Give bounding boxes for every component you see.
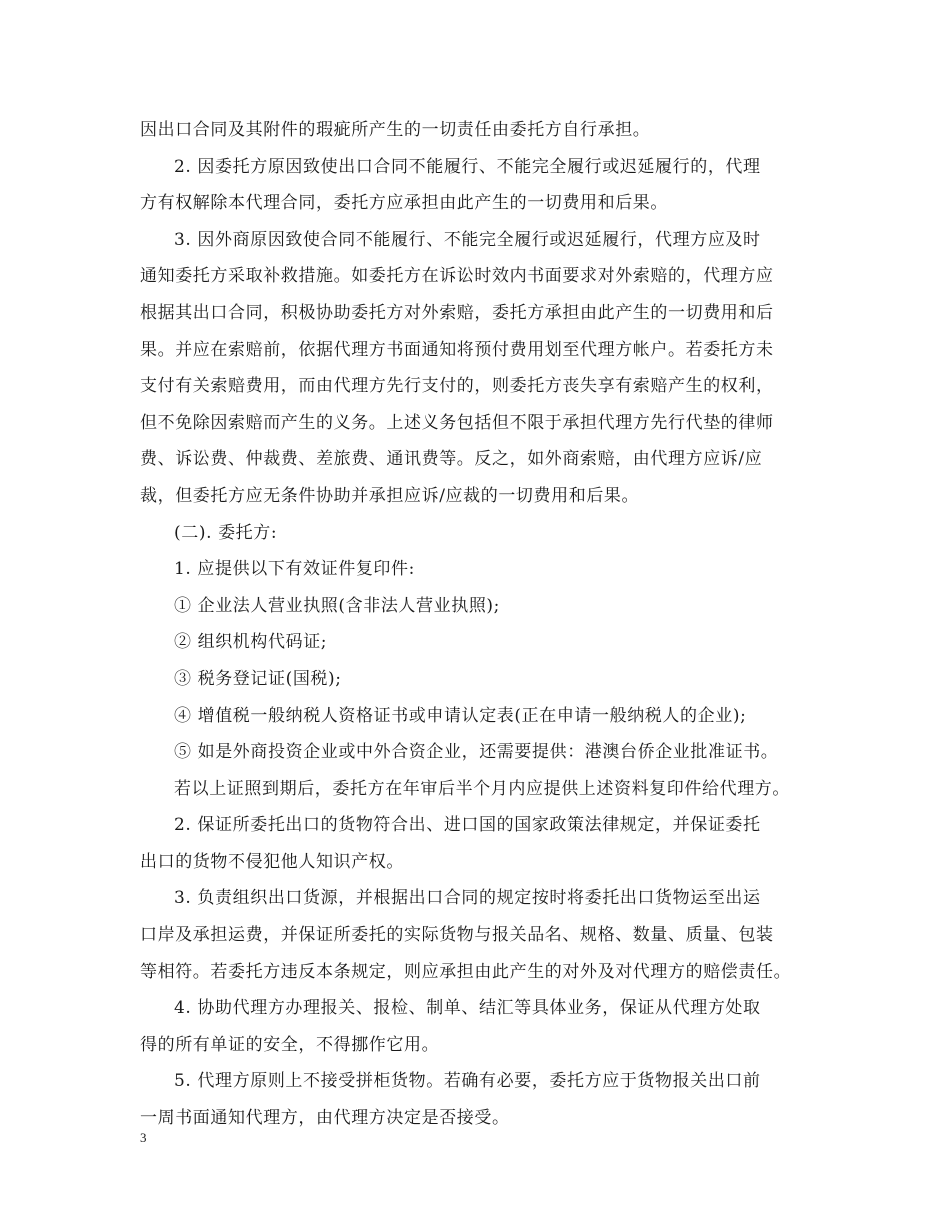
text-line: 但不免除因索赔而产生的义务。上述义务包括但不限于承担代理方先行代垫的律师 bbox=[140, 412, 774, 433]
text-line: ④ 增值税一般纳税人资格证书或申请认定表(正在申请一般纳税人的企业); bbox=[174, 705, 747, 726]
text-line: 裁，但委托方应无条件协助并承担应诉/应裁的一切费用和后果。 bbox=[140, 485, 640, 506]
text-line: 4. 协助代理方办理报关、报检、制单、结汇等具体业务，保证从代理方处取 bbox=[174, 998, 761, 1019]
text-line: ② 组织机构代码证; bbox=[174, 632, 328, 653]
text-line: 3. 因外商原因致使合同不能履行、不能完全履行或迟延履行，代理方应及时 bbox=[174, 229, 761, 250]
text-line: 1. 应提供以下有效证件复印件: bbox=[174, 559, 415, 580]
text-line: (二). 委托方: bbox=[174, 522, 278, 543]
text-line: 通知委托方采取补救措施。如委托方在诉讼时效内书面要求对外索赔的，代理方应 bbox=[140, 266, 774, 287]
text-line: 2. 因委托方原因致使出口合同不能履行、不能完全履行或迟延履行的，代理 bbox=[174, 156, 761, 177]
document-body bbox=[140, 112, 820, 1137]
text-line: 口岸及承担运费，并保证所委托的实际货物与报关品名、规格、数量、质量、包装 bbox=[140, 925, 774, 946]
text-line: ① 企业法人营业执照(含非法人营业执照); bbox=[174, 595, 500, 616]
text-line: 若以上证照到期后，委托方在年审后半个月内应提供上述资料复印件给代理方。 bbox=[174, 778, 790, 799]
page-number: 3 bbox=[140, 1130, 147, 1145]
text-line: 方有权解除本代理合同，委托方应承担由此产生的一切费用和后果。 bbox=[140, 193, 668, 214]
text-line: 等相符。若委托方违反本条规定，则应承担由此产生的对外及对代理方的赔偿责任。 bbox=[140, 961, 792, 982]
text-line: ⑤ 如是外商投资企业或中外合资企业，还需要提供：港澳台侨企业批准证书。 bbox=[174, 742, 779, 763]
text-line: 一周书面通知代理方，由代理方决定是否接受。 bbox=[140, 1108, 510, 1129]
text-line: ③ 税务登记证(国税); bbox=[174, 668, 342, 689]
text-line: 果。并应在索赔前，依据代理方书面通知将预付费用划至代理方帐户。若委托方未 bbox=[140, 339, 774, 360]
text-line: 支付有关索赔费用，而由代理方先行支付的，则委托方丧失享有索赔产生的权利， bbox=[140, 376, 774, 397]
text-line: 出口的货物不侵犯他人知识产权。 bbox=[140, 851, 404, 872]
text-line: 2. 保证所委托出口的货物符合出、进口国的国家政策法律规定，并保证委托 bbox=[174, 815, 761, 836]
text-line: 因出口合同及其附件的瑕疵所产生的一切责任由委托方自行承担。 bbox=[140, 120, 651, 140]
text-line: 得的所有单证的安全，不得挪作它用。 bbox=[140, 1034, 440, 1055]
text-line: 5. 代理方原则上不接受拼柜货物。若确有必要，委托方应于货物报关出口前 bbox=[174, 1071, 761, 1092]
text-line: 3. 负责组织出口货源，并根据出口合同的规定按时将委托出口货物运至出运 bbox=[174, 888, 761, 909]
text-line: 根据其出口合同，积极协助委托方对外索赔，委托方承担由此产生的一切费用和后 bbox=[140, 302, 774, 323]
text-line: 费、诉讼费、仲裁费、差旅费、通讯费等。反之，如外商索赔，由代理方应诉/应 bbox=[140, 449, 763, 470]
